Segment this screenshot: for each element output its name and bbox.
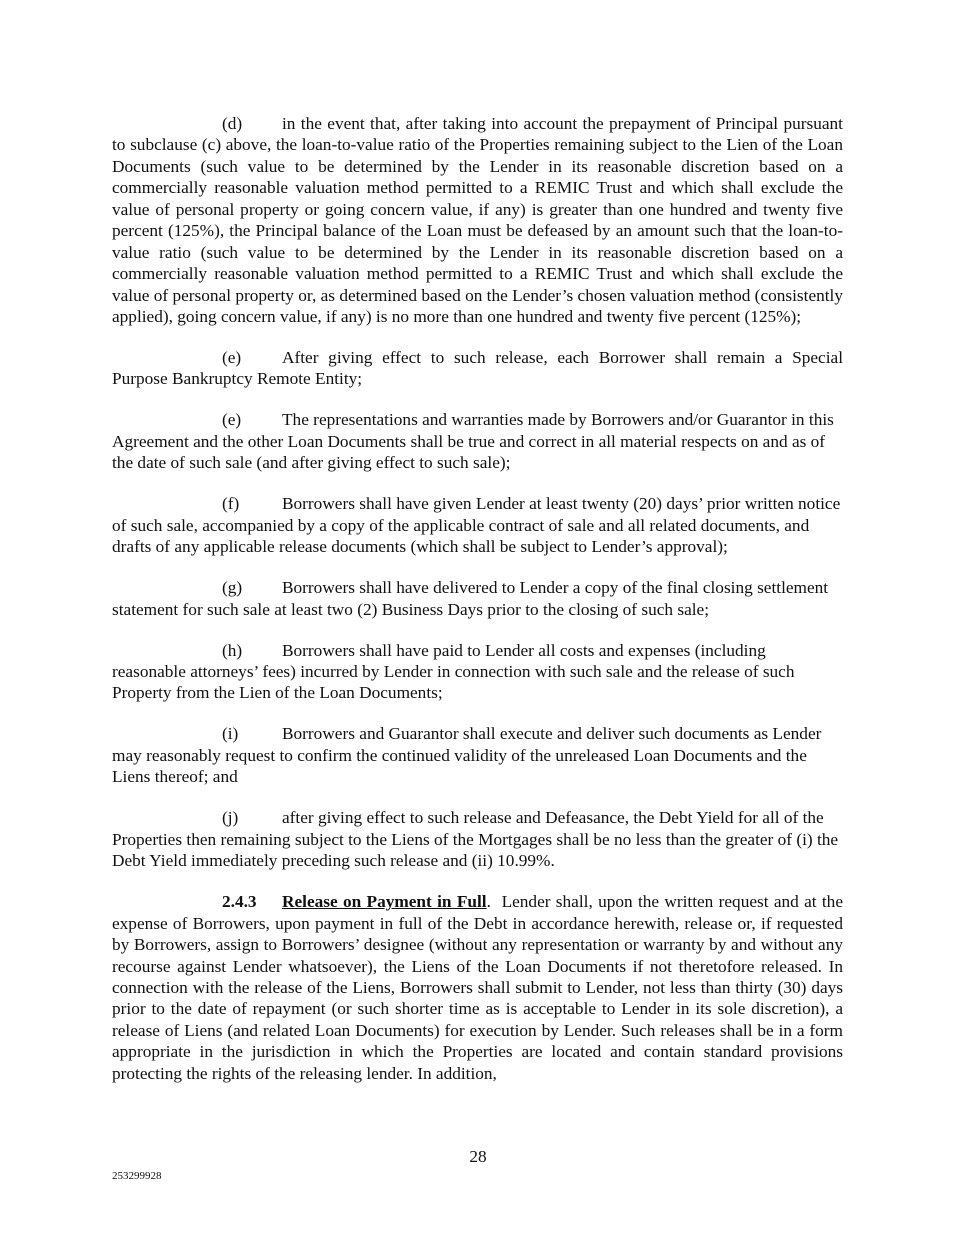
clause-label: (e) [222, 410, 242, 430]
clause-text: after giving effect to such release and Defeasance, the Debt Yield for all of the Properties then remaining subject to the Liens of the Mortgages shall be no less than the greater of (i) the Debt Yield immediately preceding such release and (ii) 10.99%. [112, 808, 839, 871]
clause-g [112, 577, 843, 620]
clause-text: Borrowers and Guarantor shall execute and deliver such documents as Lender may reasonably request to confirm the continued validity of the unreleased Loan Documents and the Liens thereof; and [112, 724, 822, 787]
clause-text: Borrowers shall have delivered to Lender a copy of the final closing settlement statement for such sale at least two (2) Business Days prior to the closing of such sale; [112, 578, 829, 619]
clause-label: (f) [222, 494, 240, 514]
clause-label: (g) [222, 578, 243, 598]
section-text: Lender shall, upon the written request and at the expense of Borrowers, upon payment in full of the Debt in accordance herewith, release or, if requested by Borrowers, assign to Borrowers’ designee (without any representation or warranty by and without any recourse against Lender whatsoever), the Liens of the Loan Documents if not theretofore released. In connection with the release of the Liens, Borrowers shall submit to Lender, not less than thirty (30) days prior to the date of repayment (or such shorter time as is acceptable to Lender in its sole discretion), a release of Liens (and related Loan Documents) for execution by Lender. Such releases shall be in a form appropriate in the jurisdiction in which the Properties are located and contain standard provisions protecting the rights of the releasing lender. In addition, [112, 892, 843, 1083]
clause-label: (d) [222, 114, 243, 133]
page-number: 28 [469, 1147, 487, 1166]
section-title-suffix: . [486, 892, 491, 912]
section-number: 2.4.3 [222, 892, 257, 912]
document-page [112, 113, 843, 1104]
clause-d [112, 113, 843, 328]
clause-e-second [112, 409, 843, 473]
clause-label: (j) [222, 808, 239, 828]
section-title: Release on Payment in Full [282, 892, 487, 912]
clause-text: Borrowers shall have paid to Lender all costs and expenses (including reasonable attorneys’ fees) incurred by Lender in connection with such sale and the release of such Property from the Lien of the Loan Documents; [112, 640, 795, 703]
clause-label: (h) [222, 640, 243, 660]
clause-i [112, 723, 843, 787]
clause-text: Borrowers shall have given Lender at least twenty (20) days’ prior written notice of such sale, accompanied by a copy of the applicable contract of sale and all related documents, and drafts of any applicable release documents (which shall be subject to Lender’s approval); [112, 494, 841, 557]
clause-label: (e) [222, 348, 242, 368]
section-2-4-3 [112, 891, 843, 1084]
clause-f [112, 493, 843, 557]
clause-j [112, 807, 843, 871]
clause-text: The representations and warranties made by Borrowers and/or Guarantor in this Agreement and the other Loan Documents shall be true and correct in all material respects on and as of the date of such sale (and after giving effect to such sale); [112, 410, 834, 473]
clause-text: After giving effect to such release, each Borrower shall remain a Special Purpose Bankruptcy Remote Entity; [112, 348, 843, 389]
clause-text: in the event that, after taking into account the prepayment of Principal pursuant to subclause (c) above, the loan-to-value ratio of the Properties remaining subject to the Lien of the Loan Documents (such value to be determined by the Lender in its reasonable discretion based on a commercially reasonable valuation method permitted to a REMIC Trust and which shall exclude the value of personal property or going concern value, if any) is greater than one hundred and twenty five percent (125%), the Principal balance of the Loan must be defeased by an amount such that the loan-to-value ratio (such value to be determined by the Lender in its reasonable discretion based on a commercially reasonable valuation method permitted to a REMIC Trust and which shall exclude the value of personal property or, as determined based on the Lender’s chosen valuation method (consistently applied), going concern value, if any) is no more than one hundred and twenty five percent (125%); [112, 114, 843, 327]
clause-h [112, 640, 843, 704]
clause-e-first [112, 347, 843, 390]
document-id: 253299928 [112, 1170, 162, 1182]
clause-label: (i) [222, 724, 239, 744]
